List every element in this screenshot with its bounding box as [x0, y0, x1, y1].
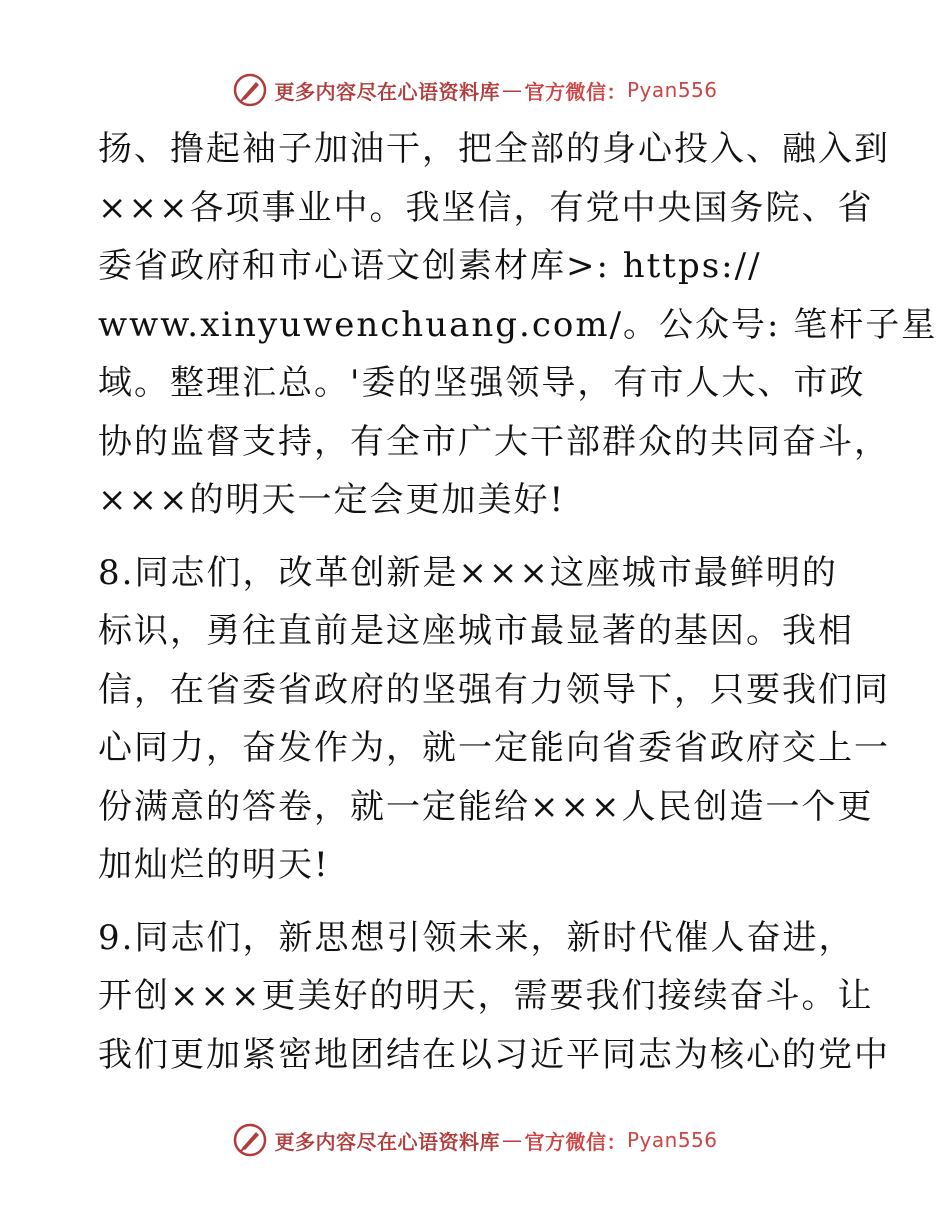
text-line: 开创×××更美好的明天，需要我们接续奋斗。让: [98, 976, 874, 1016]
header-dash: —: [501, 78, 523, 102]
footer-dash: —: [501, 1128, 523, 1152]
paragraph-gap: [98, 895, 858, 909]
text-line: 9.同志们，新思想引领未来，新时代催人奋进，: [98, 917, 855, 958]
header-wechat-id: Pyan556: [626, 78, 718, 102]
text-line: ×××的明天一定会更加美好!: [98, 480, 566, 520]
footer-wechat-label: 官方微信：: [524, 1129, 627, 1154]
header-wechat-label: 官方微信：: [524, 79, 627, 104]
text-line: 信，在省委省政府的坚强有力领导下，只要我们同: [98, 669, 890, 710]
paragraph-gap: [98, 530, 858, 544]
quill-logo-icon: [232, 72, 268, 108]
footer-wechat-id: Pyan556: [626, 1128, 718, 1152]
header-banner: [0, 70, 950, 110]
document-body: [98, 120, 938, 1084]
text-line: 扬、撸起袖子加油干，把全部的身心投入、融入到: [98, 129, 890, 169]
text-line: 份满意的答卷，就一定能给×××人民创造一个更: [98, 786, 874, 827]
text-line: 协的监督支持，有全市广大干部群众的共同奋斗，: [98, 421, 890, 462]
text-line: 心同力，奋发作为，就一定能向省委省政府交上一: [98, 728, 890, 768]
text-line: www.xinyuwenchuang.com/。公众号: 笔杆子星: [98, 304, 938, 345]
footer-brand: 更多内容尽在心语资料库: [274, 1129, 500, 1154]
text-line: 加灿烂的明天!: [98, 845, 330, 885]
quill-logo-icon: [232, 1122, 268, 1158]
text-line: ×××各项事业中。我坚信，有党中央国务院、省: [98, 187, 874, 228]
text-line: 标识，勇往直前是这座城市最显著的基因。我相: [98, 611, 854, 651]
footer-banner: [0, 1120, 950, 1160]
text-line: 委省政府和市心语文创素材库>: https://: [98, 246, 762, 286]
text-line: 我们更加紧密地团结在以习近平同志为核心的党中: [98, 1034, 890, 1075]
text-line: 域。整理汇总。'委的坚强领导，有市人大、市政: [98, 363, 866, 403]
header-brand: 更多内容尽在心语资料库: [274, 79, 500, 104]
text-line: 8.同志们，改革创新是×××这座城市最鲜明的: [98, 552, 838, 593]
